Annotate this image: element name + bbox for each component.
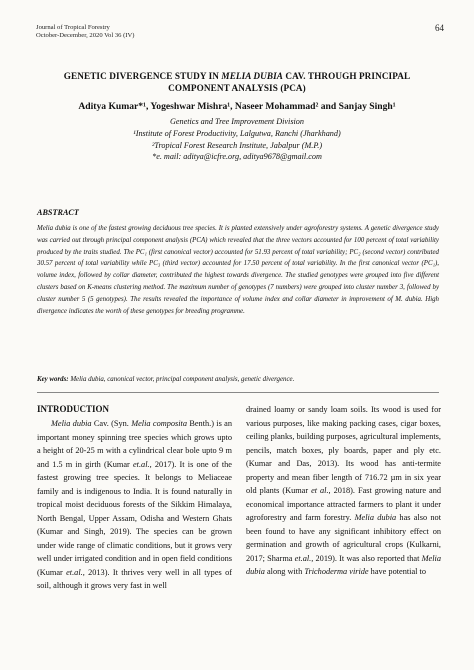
text-run: along with bbox=[264, 567, 305, 576]
text-run: , 2018). Fast growing nature and economical importance attracted farmers to plant it under agroforestry and farm forestry. bbox=[246, 486, 441, 522]
email-link[interactable]: aditya@icfre.org, aditya9678@gmail.com bbox=[183, 152, 322, 162]
text-run: Cav. (Syn. bbox=[91, 419, 132, 428]
affiliation-2: ²Tropical Forest Research Institute, Jabalpur (M.P.) bbox=[151, 140, 323, 150]
title-text-suffix: CAV. THROUGH PRINCIPAL bbox=[283, 71, 411, 81]
text-run: , 2019). It was also reported that bbox=[311, 553, 422, 563]
keywords-label: Key words: bbox=[37, 376, 69, 383]
journal-name: Journal of Tropical Forestry bbox=[36, 24, 110, 31]
text-run: drained loamy or sandy loam soils. Its wood is used for various purposes, like making packing cases, cigar boxes, ceiling planks, building purposes, agricultural implements, pencils, match boxes, ply boards, paper and ply etc. (Kumar and Das, 2013). Its wood has anti-termite property and mean fiber length of 716.72 µm in six year old plants (Kumar bbox=[246, 405, 441, 495]
species-name: Melia dubia bbox=[246, 553, 441, 576]
intro-column-left bbox=[37, 417, 232, 593]
text-run: have potential to bbox=[368, 567, 426, 576]
citation-etal: et al. bbox=[311, 486, 329, 495]
citation-etal: et.al. bbox=[133, 459, 150, 469]
text-run: has also not been found to have any significant inhibitory effect on germination and growth of agricultural crops (Kulkarni, 2017; Sharma bbox=[246, 513, 442, 563]
species-synonym: Melia composita bbox=[131, 419, 187, 428]
fungus-name: Trichoderma viride bbox=[304, 567, 369, 576]
text-run: , 2017). It is one of the fastest growing tree species. It belongs to Meliaceae family and is indigenous to India. It is found naturally in tropical moist deciduous forests of the Sikkim Himalaya, North Bengal, Upper Assam, Odisha and Western Ghats (Kumar and Singh, 2019). The species can be grown under wide range of climatic conditions, but it grows very well under irrigated condition and in open field conditions (Kumar bbox=[37, 459, 232, 577]
email-label: *e. mail: bbox=[152, 152, 184, 162]
intro-paragraph bbox=[37, 417, 232, 593]
citation-etal: et.al. bbox=[294, 553, 312, 563]
species-name: Melia dubia bbox=[51, 419, 92, 428]
intro-paragraph-continued bbox=[246, 403, 441, 579]
intro-column-right bbox=[246, 403, 441, 579]
text-run: , 2013). It thrives very well in all types of soil, although it grows very fast in well bbox=[37, 567, 232, 590]
introduction-heading: INTRODUCTION bbox=[37, 404, 110, 414]
title-line2: COMPONENT ANALYSIS (PCA) bbox=[168, 83, 306, 93]
species-name: Melia dubia bbox=[354, 513, 397, 522]
citation-etal: et.al. bbox=[66, 567, 83, 577]
journal-issue: October-December, 2020 Vol 36 (IV) bbox=[36, 32, 135, 40]
email-line bbox=[40, 151, 434, 163]
title-species: MELIA DUBIA bbox=[221, 71, 284, 81]
keywords-text: Melia dubia, canonical vector, principal component analysis, genetic divergence. bbox=[68, 376, 295, 383]
section-divider bbox=[37, 392, 439, 393]
text-run: Benth.) is an important money spinning tree species which grows upto a height of 20-25 m with a cylindrical clear bole upto 9 m and 1.5 m in girth (Kumar bbox=[37, 419, 232, 469]
abstract-heading: ABSTRACT bbox=[37, 208, 79, 217]
affiliation-1: ¹Institute of Forest Productivity, Lalgutwa, Ranchi (Jharkhand) bbox=[133, 128, 341, 138]
division: Genetics and Tree Improvement Division bbox=[169, 117, 304, 126]
paper-title bbox=[40, 70, 434, 94]
affiliations bbox=[40, 116, 434, 163]
author-list: Aditya Kumar*¹, Yogeshwar Mishra¹, Naseer Mohammad² and Sanjay Singh¹ bbox=[78, 101, 396, 112]
abstract-text: Melia dubia is one of the fastest growing deciduous tree species. It is planted extensively under agroforestry systems. A genetic divergence study was carried out through principal component analysis (PCA) which revealed that the three vectors accounted for 100 percent of total variability produced by the traits studied. The PC₁ (first canonical vector) accounted for 51.93 percent of total variability; PC₂ (second vector) contributed 30.57 percent of total variability while PC₃ (third vector) accounted for 17.50 percent of total variability. In the first canonical vector (PC₁), volume index, followed by collar diameter, contributed the highest towards divergence. The studied genotypes were grouped into five different clusters based on K-means clustering method. The maximum number of genotypes (7 numbers) were grouped into cluster number 3, followed by cluster number 5 (5 genotypes). The results revealed the importance of volume index and collar diameter in improvement of M. dubia. High divergence indicates the worth of these genotypes for breeding programme. bbox=[37, 225, 439, 315]
journal-header bbox=[36, 24, 134, 41]
keywords bbox=[37, 375, 439, 385]
title-text: GENETIC DIVERGENCE STUDY IN bbox=[63, 71, 222, 81]
page-number: 64 bbox=[435, 23, 444, 33]
